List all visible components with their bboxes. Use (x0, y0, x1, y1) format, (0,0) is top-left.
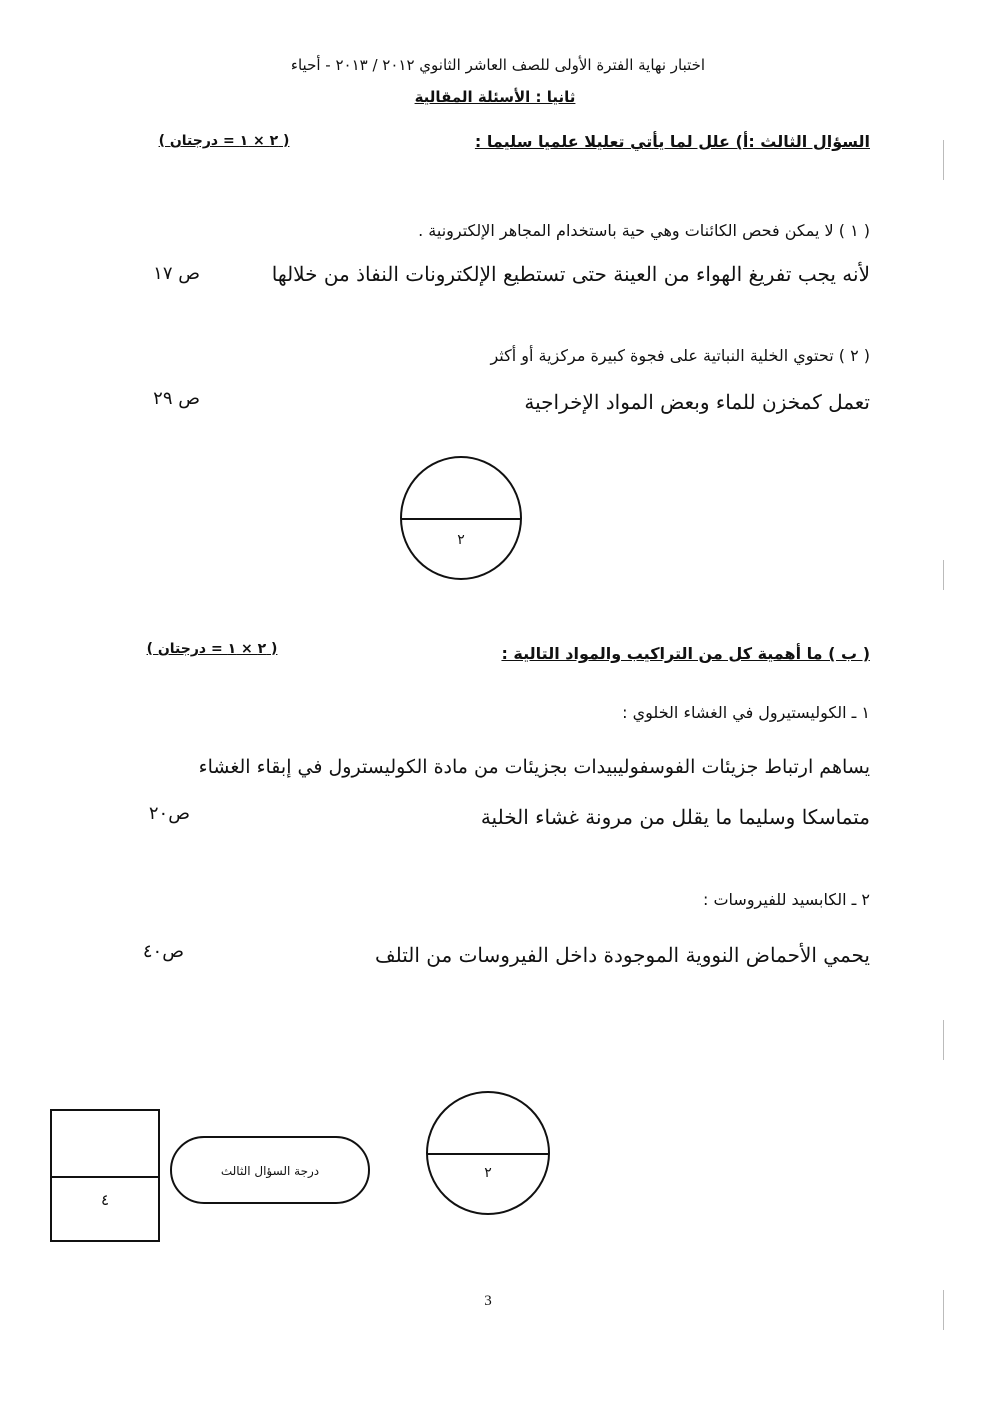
section-title: ثانيا : الأسئلة المقالية (414, 88, 576, 106)
question3-label: السؤال الثالث :أ) علل لما يأتي تعليلا علميا سليما : (474, 132, 870, 151)
score-circle-divider (402, 518, 520, 520)
part-b-item1-answer-line2: متماسكا وسليما ما يقلل من مرونة غشاء الخلية (480, 805, 870, 829)
part-b-item1-question: ١ ـ الكوليستيرول في الغشاء الخلوي : (622, 703, 870, 722)
part-b-item2-page: ص٤٠ (142, 941, 184, 962)
scan-edge-mark (943, 1290, 944, 1330)
scan-edge-mark (943, 140, 944, 180)
part-b-item1-page: ص٢٠ (148, 803, 190, 824)
total-score-box (50, 1109, 160, 1242)
exam-title: اختبار نهاية الفترة الأولى للصف العاشر الثانوي ٢٠١٢ / ٢٠١٣ - أحياء (290, 56, 706, 74)
score-circle-b (426, 1091, 550, 1215)
scan-edge-mark (943, 560, 944, 590)
q3-item2-question: ( ٢ ) تحتوي الخلية النباتية على فجوة كبيرة مركزية أو أكثر (490, 346, 870, 365)
total-score-divider (52, 1176, 158, 1178)
part-b-item2-answer: يحمي الأحماض النووية الموجودة داخل الفيروسات من التلف (374, 943, 870, 967)
scan-edge-mark (943, 1020, 944, 1060)
q3-item1-answer: لأنه يجب تفريغ الهواء من العينة حتى تستطيع الإلكترونات النفاذ من خلالها (271, 262, 870, 286)
page-number: 3 (484, 1293, 492, 1309)
score-circle-divider (428, 1153, 548, 1155)
q3-item1-question: ( ١ ) لا يمكن فحص الكائنات وهي حية باستخدام المجاهر الإلكترونية . (418, 221, 870, 240)
question-grade-label: درجة السؤال الثالث (170, 1136, 370, 1204)
score-circle-b-value: ٢ (484, 1165, 492, 1181)
part-b-label: ( ب ) ما أهمية كل من التراكيب والمواد التالية : (501, 644, 870, 663)
q3-item2-answer: تعمل كمخزن للماء وبعض المواد الإخراجية (524, 390, 870, 414)
total-score-bottom-cell: ٤ (100, 1191, 110, 1209)
part-b-marks: ( ٢ × ١ = درجتان ) (146, 641, 278, 657)
question3-marks: ( ٢ × ١ = درجتان ) (158, 133, 290, 149)
score-circle-a-value: ٢ (457, 532, 465, 548)
total-score-top-cell (52, 1111, 158, 1176)
score-circle-a (400, 456, 522, 580)
q3-item2-page: ص ٢٩ (153, 388, 200, 409)
part-b-item2-question: ٢ ـ الكابسيد للفيروسات : (703, 890, 870, 909)
part-b-item1-answer-line1: يساهم ارتباط جزيئات الفوسفوليبيدات بجزيئات من مادة الكوليسترول في إبقاء الغشاء (198, 756, 870, 778)
q3-item1-page: ص ١٧ (153, 263, 200, 284)
